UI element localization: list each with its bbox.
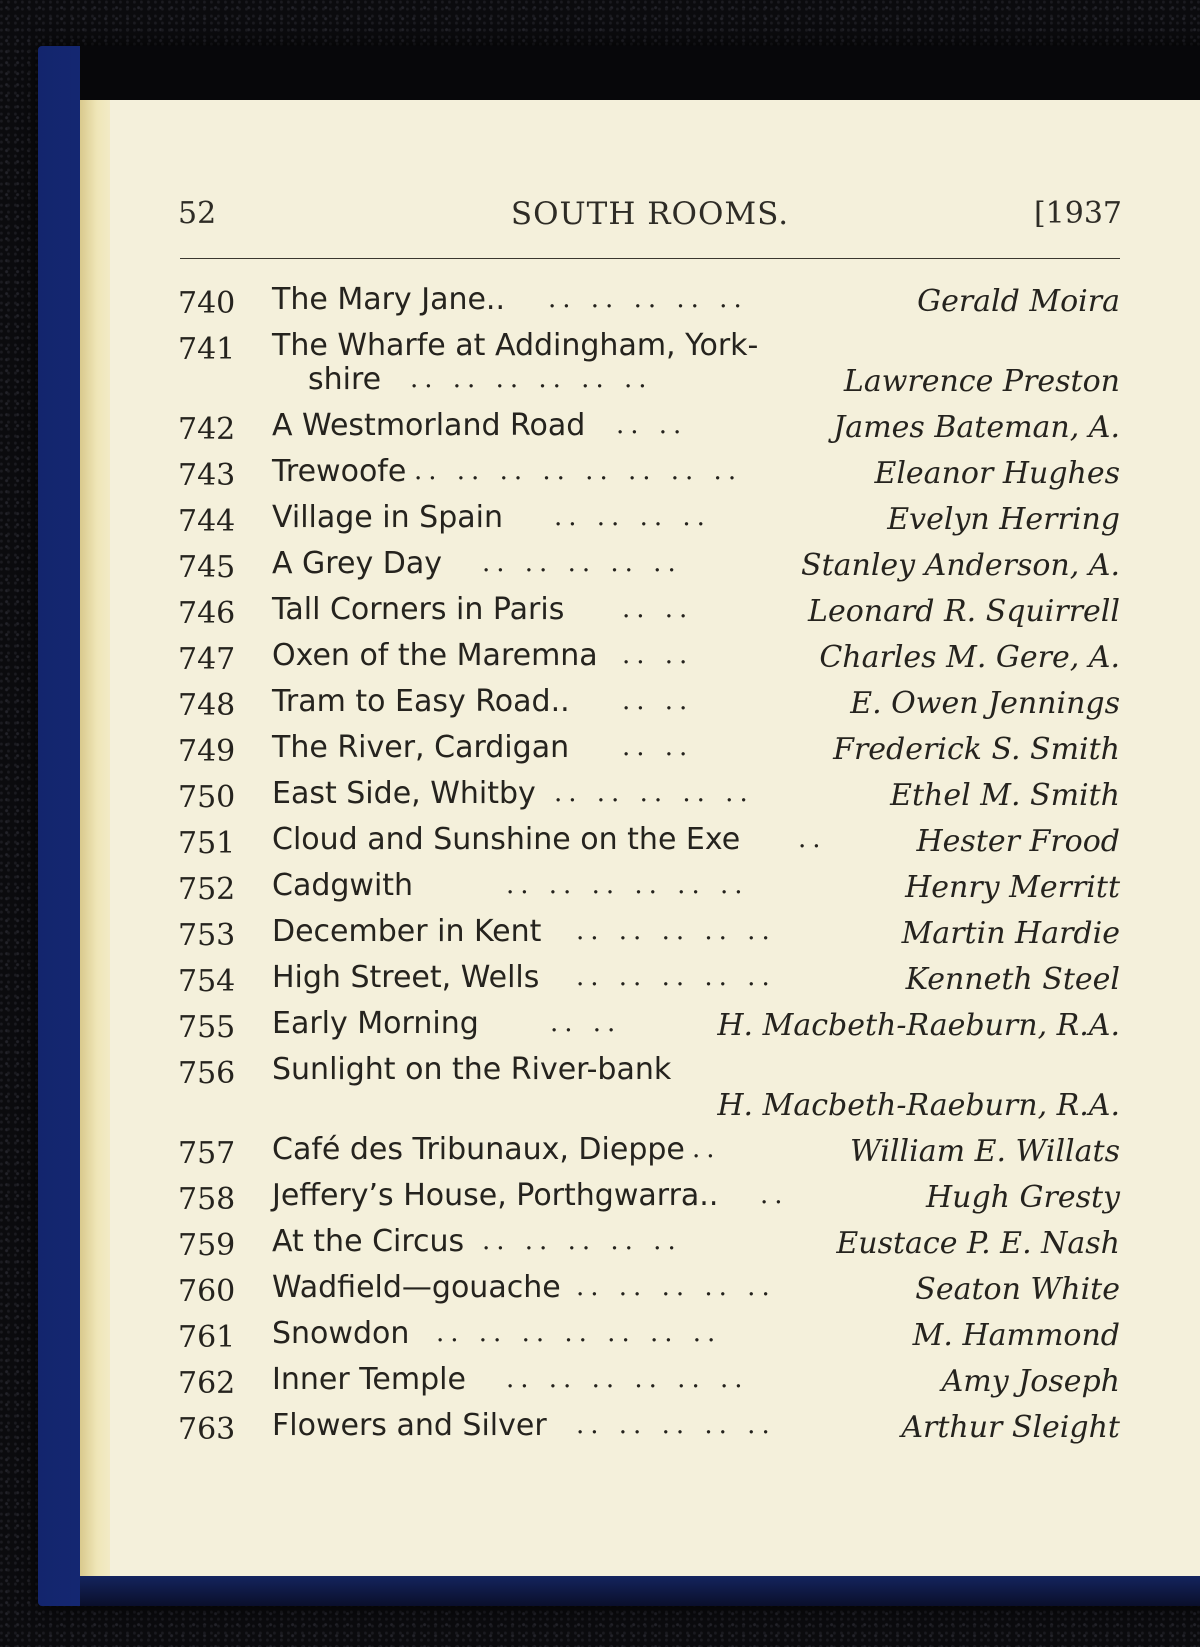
entry-number: 759 bbox=[178, 1228, 236, 1263]
catalogue-entry bbox=[178, 408, 1122, 454]
dot-leader: .. .. .. .. .. .. .. .. bbox=[414, 456, 743, 486]
dot-leader: .. bbox=[692, 1134, 721, 1164]
catalogue-entry bbox=[178, 1316, 1122, 1362]
entry-title: Early Morning bbox=[272, 1006, 479, 1041]
dot-leader: .. .. bbox=[622, 640, 694, 670]
dot-leader: .. .. .. .. .. .. .. bbox=[436, 1318, 722, 1348]
entry-title: December in Kent bbox=[272, 914, 542, 949]
catalogue-entry bbox=[178, 282, 1122, 328]
catalogue-entry bbox=[178, 822, 1122, 868]
catalogue-entry bbox=[178, 730, 1122, 776]
catalogue-entry bbox=[178, 1362, 1122, 1408]
entry-artist: Charles M. Gere, A. bbox=[819, 640, 1120, 675]
dot-leader: .. .. .. .. .. bbox=[576, 1410, 776, 1440]
dot-leader: .. .. .. .. .. .. bbox=[506, 870, 749, 900]
entry-title: High Street, Wells bbox=[272, 960, 540, 995]
catalogue-entry bbox=[178, 1006, 1122, 1052]
dot-leader: .. .. .. .. .. .. bbox=[506, 1364, 749, 1394]
catalogue-entry bbox=[178, 960, 1122, 1006]
entry-artist: Seaton White bbox=[915, 1272, 1120, 1307]
entry-number: 749 bbox=[178, 734, 236, 769]
catalogue-entry bbox=[178, 914, 1122, 960]
entry-title: A Westmorland Road bbox=[272, 408, 586, 443]
catalogue-entry bbox=[178, 1052, 1122, 1132]
entry-number: 741 bbox=[178, 332, 236, 367]
dot-leader: .. bbox=[798, 824, 827, 854]
entry-number: 748 bbox=[178, 688, 236, 723]
catalogue-entry bbox=[178, 776, 1122, 822]
entry-number: 746 bbox=[178, 596, 236, 631]
entry-artist: Hugh Gresty bbox=[925, 1180, 1120, 1215]
entry-number: 758 bbox=[178, 1182, 236, 1217]
entry-title-continued: shire bbox=[308, 362, 382, 397]
entry-title: Cloud and Sunshine on the Exe bbox=[272, 822, 741, 857]
page-year: [1937 bbox=[1033, 196, 1122, 231]
entry-number: 743 bbox=[178, 458, 236, 493]
catalogue-entry bbox=[178, 454, 1122, 500]
entry-title: Village in Spain bbox=[272, 500, 503, 535]
entry-title: Trewoofe bbox=[272, 454, 407, 489]
entry-artist: Amy Joseph bbox=[941, 1364, 1120, 1399]
entry-artist: Arthur Sleight bbox=[901, 1410, 1120, 1445]
dot-leader: .. .. bbox=[622, 686, 694, 716]
dot-leader: .. bbox=[760, 1180, 789, 1210]
entry-title: The Mary Jane.. bbox=[272, 282, 505, 317]
entry-title: Jeffery’s House, Porthgwarra.. bbox=[272, 1178, 719, 1213]
entry-artist: Henry Merritt bbox=[905, 870, 1120, 905]
entry-number: 740 bbox=[178, 286, 236, 321]
entry-number: 752 bbox=[178, 872, 236, 907]
catalogue-entry bbox=[178, 1408, 1122, 1454]
entry-number: 763 bbox=[178, 1412, 236, 1447]
entry-artist: Gerald Moira bbox=[917, 284, 1120, 319]
entry-title: Inner Temple bbox=[272, 1362, 466, 1397]
entry-number: 744 bbox=[178, 504, 236, 539]
catalogue-entry bbox=[178, 1224, 1122, 1270]
entry-number: 754 bbox=[178, 964, 236, 999]
page-number: 52 bbox=[178, 196, 217, 231]
entry-number: 750 bbox=[178, 780, 236, 815]
entry-artist: H. Macbeth-Raeburn, R.A. bbox=[717, 1088, 1120, 1123]
entry-title: The River, Cardigan bbox=[272, 730, 570, 765]
cover-shadow bbox=[80, 46, 1200, 102]
entry-title: Wadfield—gouache bbox=[272, 1270, 561, 1305]
entry-artist: Eleanor Hughes bbox=[874, 456, 1120, 491]
entry-title: Café des Tribunaux, Dieppe bbox=[272, 1132, 685, 1167]
entry-number: 756 bbox=[178, 1056, 236, 1091]
entry-number: 751 bbox=[178, 826, 236, 861]
dot-leader: .. .. bbox=[550, 1008, 622, 1038]
entry-artist: Leonard R. Squirrell bbox=[808, 594, 1120, 629]
entry-artist: Martin Hardie bbox=[901, 916, 1120, 951]
entry-artist: Hester Frood bbox=[916, 824, 1120, 859]
catalogue-entry bbox=[178, 1132, 1122, 1178]
entry-number: 755 bbox=[178, 1010, 236, 1045]
entry-title: Cadgwith bbox=[272, 868, 414, 903]
entry-title: Oxen of the Maremna bbox=[272, 638, 598, 673]
entry-number: 760 bbox=[178, 1274, 236, 1309]
catalogue-list bbox=[178, 282, 1122, 1454]
entry-title: Flowers and Silver bbox=[272, 1408, 547, 1443]
catalogue-entry bbox=[178, 500, 1122, 546]
entry-artist: H. Macbeth-Raeburn, R.A. bbox=[717, 1008, 1120, 1043]
page-header bbox=[178, 196, 1122, 248]
entry-artist: M. Hammond bbox=[912, 1318, 1120, 1353]
dot-leader: .. .. .. .. bbox=[554, 502, 711, 532]
entry-artist: Lawrence Preston bbox=[843, 364, 1120, 399]
entry-title: Sunlight on the River-bank bbox=[272, 1052, 672, 1087]
entry-artist: Evelyn Herring bbox=[887, 502, 1120, 537]
entry-title: At the Circus bbox=[272, 1224, 465, 1259]
catalogue-entry bbox=[178, 546, 1122, 592]
page-title: SOUTH ROOMS. bbox=[510, 196, 790, 232]
entry-title: The Wharfe at Addingham, York- bbox=[272, 328, 759, 363]
catalogue-entry bbox=[178, 1178, 1122, 1224]
dot-leader: .. .. .. .. .. bbox=[482, 1226, 682, 1256]
entry-artist: James Bateman, A. bbox=[833, 410, 1120, 445]
entry-artist: Frederick S. Smith bbox=[833, 732, 1120, 767]
dot-leader: .. .. .. .. .. bbox=[576, 1272, 776, 1302]
dot-leader: .. .. .. .. .. bbox=[576, 962, 776, 992]
dot-leader: .. .. .. .. .. bbox=[482, 548, 682, 578]
catalogue-entry bbox=[178, 868, 1122, 914]
header-rule bbox=[180, 258, 1120, 259]
entry-number: 762 bbox=[178, 1366, 236, 1401]
dot-leader: .. .. bbox=[616, 410, 688, 440]
entry-title: East Side, Whitby bbox=[272, 776, 536, 811]
entry-title: A Grey Day bbox=[272, 546, 442, 581]
entry-number: 747 bbox=[178, 642, 236, 677]
catalogue-entry bbox=[178, 684, 1122, 730]
entry-artist: Eustace P. E. Nash bbox=[836, 1226, 1120, 1261]
catalogue-entry bbox=[178, 638, 1122, 684]
entry-artist: William E. Willats bbox=[850, 1134, 1120, 1169]
dot-leader: .. .. bbox=[622, 594, 694, 624]
cover-bottom bbox=[80, 1576, 1200, 1606]
catalogue-entry bbox=[178, 592, 1122, 638]
entry-artist: Stanley Anderson, A. bbox=[801, 548, 1120, 583]
entry-number: 761 bbox=[178, 1320, 236, 1355]
entry-title: Snowdon bbox=[272, 1316, 410, 1351]
entry-title: Tram to Easy Road.. bbox=[272, 684, 570, 719]
entry-number: 745 bbox=[178, 550, 236, 585]
dot-leader: .. .. .. .. .. bbox=[548, 284, 748, 314]
dot-leader: .. .. .. .. .. .. bbox=[410, 364, 653, 394]
entry-number: 757 bbox=[178, 1136, 236, 1171]
entry-artist: E. Owen Jennings bbox=[850, 686, 1120, 721]
dot-leader: .. .. .. .. .. bbox=[554, 778, 754, 808]
dot-leader: .. .. bbox=[622, 732, 694, 762]
entry-artist: Ethel M. Smith bbox=[890, 778, 1120, 813]
dot-leader: .. .. .. .. .. bbox=[576, 916, 776, 946]
entry-number: 742 bbox=[178, 412, 236, 447]
entry-number: 753 bbox=[178, 918, 236, 953]
catalogue-entry bbox=[178, 328, 1122, 408]
entry-title: Tall Corners in Paris bbox=[272, 592, 565, 627]
entry-artist: Kenneth Steel bbox=[905, 962, 1120, 997]
catalogue-entry bbox=[178, 1270, 1122, 1316]
